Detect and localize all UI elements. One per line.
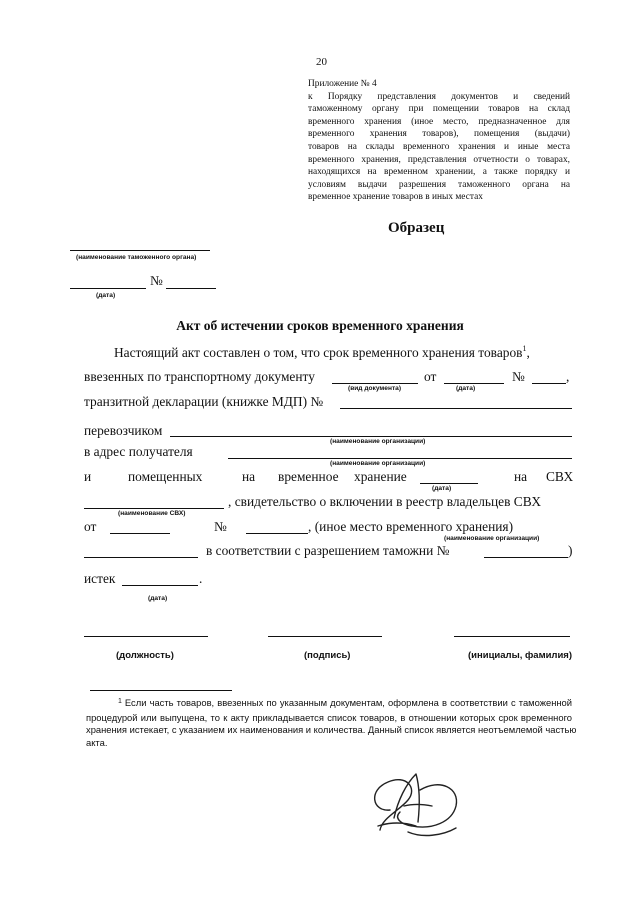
other-storage-place-text: , (иное место временного хранения) [308,519,514,534]
transport-date-caption: (дата) [456,385,476,392]
other-place-org-caption: (наименование организации) [444,535,540,542]
signature-line [268,636,382,637]
svh-name-line [84,508,224,509]
handwritten-signature [360,760,470,850]
appendix-line: Приложение № 4 [308,79,377,89]
placement-date-line [420,483,478,484]
placed-on: на [514,469,528,484]
transit-declaration-label: транзитной декларации (книжке МДП) № [84,394,324,409]
carrier-line [170,436,572,437]
appendix-header [308,78,570,204]
appendix-line: временного хранения (иное место, предназначенное для [308,116,570,127]
footnote-divider [90,690,232,691]
carrier-label: перевозчиком [84,423,163,438]
appendix-line: находящихся на временном хранении, а также порядку и [308,167,570,178]
header-number-sign: № [150,273,163,288]
customs-authority-caption: (наименование таможенного органа) [76,254,197,261]
footnote-line: акта. [86,736,108,748]
recipient-line [228,458,572,459]
document-title: Акт об истечении сроков временного хранения [176,318,464,333]
sample-title: Образец [388,220,445,236]
position-line [84,636,208,637]
body-line-1-end: , [526,345,530,360]
certificate-from: от [84,519,97,534]
transport-doc-label: ввезенных по транспортному документу [84,369,315,384]
initials-line [454,636,570,637]
transport-doc-number-sign: № [512,369,525,384]
position-caption: (должность) [116,650,174,661]
expiry-date-caption: (дата) [148,595,168,602]
transport-doc-date-line [444,383,504,384]
footnote-line: $^1$ Если часть товаров, ввезенных по указанным документам, оформлена в соответствии с таможенной [118,697,572,708]
svh-name-caption: (наименование СВХ) [118,510,186,517]
footnote-number: 1 [118,698,122,705]
appendix-line: товаров на склады временного хранения и иные места [308,141,570,152]
recipient-org-caption: (наименование организации) [330,460,426,467]
footnote-marker: 1 [522,344,527,353]
transit-declaration-line [340,408,572,409]
appendix-line: временное хранение товаров в иных местах [308,192,483,203]
placed-svh: СВХ [546,469,574,484]
header-number-line [166,288,216,289]
customs-authority-line [70,250,210,251]
footnote-line: процедурой или выпущена, то к акту прикладывается список товаров, в отношении которых срок временного [86,711,572,723]
doc-type-caption: (вид документа) [348,385,402,392]
recipient-label: в адрес получателя [84,444,193,459]
expired-end: . [199,571,203,586]
appendix-line: временного хранения товаров), помещения (выдачи) [308,129,570,140]
footnote [86,697,577,749]
footnote-line: хранения истекает, с указанием их наименования и количества. Данный список является неотъемлемой частью [86,724,577,736]
customs-permission-text: в соответствии с разрешением таможни № [206,543,450,558]
other-place-name-line [84,557,198,558]
placement-date-caption: (дата) [432,485,452,492]
expired-label: истек [84,571,116,586]
expiry-date-line [122,585,198,586]
permission-end: ) [568,543,573,558]
registry-certificate-text: , свидетельство о включении в реестр владельцев СВХ [228,494,541,509]
carrier-org-caption: (наименование организации) [330,438,426,445]
appendix-line: к Порядку представления документов и сведений [308,91,570,102]
signature-caption: (подпись) [304,650,351,661]
header-date-line [70,288,146,289]
appendix-line: таможенному органу при помещении товаров на склад [308,104,570,115]
placed-word-1: и [84,469,92,484]
placed-word-3: на [242,469,256,484]
transport-doc-from: от [424,369,437,384]
body-line-1-text: Настоящий акт составлен о том, что срок временного хранения товаров [114,345,523,360]
initials-caption: (инициалы, фамилия) [468,650,573,661]
permission-number-line [484,557,568,558]
transport-doc-number-line [532,383,566,384]
appendix-line: условиям выдачи разрешения таможенного органа на [308,179,570,190]
placed-word-2: помещенных [128,469,203,484]
certificate-number-line [246,533,308,534]
certificate-date-line [110,533,170,534]
appendix-line: временного хранения, представления отчетности о товарах, [308,154,570,165]
header-date-caption: (дата) [96,292,116,299]
transport-doc-end: , [566,369,570,384]
certificate-number-sign: № [214,519,227,534]
page-number: 20 [316,56,327,68]
placed-word-5: хранение [354,469,407,484]
placed-word-4: временное [278,469,339,484]
transport-doc-type-line [332,383,418,384]
body-line-1 [114,345,530,361]
